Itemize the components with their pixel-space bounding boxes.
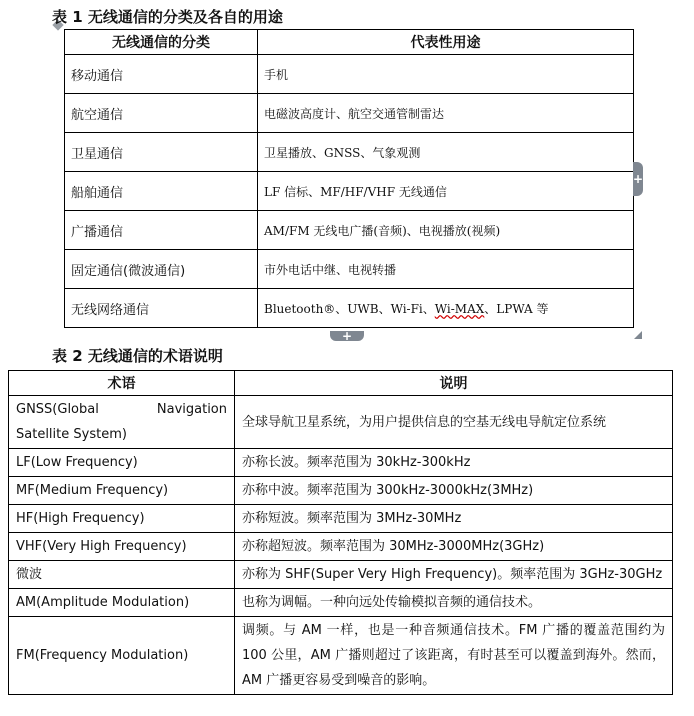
term-cell: HF(High Frequency) <box>9 505 235 533</box>
table-row <box>65 55 634 94</box>
category-cell: 广播通信 <box>65 211 258 250</box>
header-description: 说明 <box>235 371 673 396</box>
description-cell: 亦称短波。频率范围为 3MHz-30MHz <box>235 505 673 533</box>
usage-cell <box>258 289 634 328</box>
category-cell: 船舶通信 <box>65 172 258 211</box>
description-cell: 亦称超短波。频率范围为 30MHz-3000MHz(3GHz) <box>235 533 673 561</box>
description-cell: 亦称为 SHF(Super Very High Frequency)。频率范围为 3GHz-30GHz <box>235 561 673 589</box>
description-cell: 调频。与 AM 一样，也是一种音频通信技术。FM 广播的覆盖范围约为 100 公里，AM 广播则超过了该距离，有时甚至可以覆盖到海外。然而，AM 广播更容易受到噪音的影响。 <box>235 617 673 695</box>
category-cell: 卫星通信 <box>65 133 258 172</box>
table-row <box>9 449 673 477</box>
add-row-handle[interactable]: + <box>330 331 364 341</box>
header-category: 无线通信的分类 <box>65 30 258 55</box>
header-usage: 代表性用途 <box>258 30 634 55</box>
usage-text: 、LPWA 等 <box>484 301 549 316</box>
term-cell: 微波 <box>9 561 235 589</box>
table-row <box>9 617 673 695</box>
table-resize-handle-icon[interactable] <box>634 331 642 339</box>
table-row <box>65 172 634 211</box>
table-header-row <box>65 30 634 55</box>
usage-text: Bluetooth®、UWB、Wi-Fi、 <box>264 301 435 316</box>
category-cell: 固定通信(微波通信) <box>65 250 258 289</box>
table-row <box>9 589 673 617</box>
usage-cell: 手机 <box>258 55 634 94</box>
table2 <box>8 370 673 695</box>
category-cell: 航空通信 <box>65 94 258 133</box>
table-header-row <box>9 371 673 396</box>
table-row <box>9 396 673 449</box>
table2-caption: 表 2 无线通信的术语说明 <box>52 347 223 365</box>
term-cell: GNSS(Global Navigation Satellite System) <box>9 396 235 449</box>
table-row <box>65 133 634 172</box>
category-cell: 无线网络通信 <box>65 289 258 328</box>
header-term: 术语 <box>9 371 235 396</box>
usage-cell: AM/FM 无线电广播(音频)、电视播放(视频) <box>258 211 634 250</box>
term-cell: LF(Low Frequency) <box>9 449 235 477</box>
table-row <box>65 211 634 250</box>
description-cell: 也称为调幅。一种向远处传输模拟音频的通信技术。 <box>235 589 673 617</box>
term-cell: VHF(Very High Frequency) <box>9 533 235 561</box>
description-cell: 亦称中波。频率范围为 300kHz-3000kHz(3MHz) <box>235 477 673 505</box>
table-row <box>65 94 634 133</box>
table-row <box>9 505 673 533</box>
table1-caption: 表 1 无线通信的分类及各自的用途 <box>52 8 283 26</box>
description-cell: 亦称长波。频率范围为 30kHz-300kHz <box>235 449 673 477</box>
add-column-handle[interactable]: + <box>633 162 643 196</box>
table1 <box>64 29 634 328</box>
usage-cell: 市外电话中继、电视转播 <box>258 250 634 289</box>
description-cell: 全球导航卫星系统，为用户提供信息的空基无线电导航定位系统 <box>235 396 673 449</box>
table-row <box>65 289 634 328</box>
table-row <box>9 561 673 589</box>
term-cell: AM(Amplitude Modulation) <box>9 589 235 617</box>
table-row <box>9 477 673 505</box>
category-cell: 移动通信 <box>65 55 258 94</box>
table-row <box>9 533 673 561</box>
table-row <box>65 250 634 289</box>
usage-cell: 电磁波高度计、航空交通管制雷达 <box>258 94 634 133</box>
usage-cell: LF 信标、MF/HF/VHF 无线通信 <box>258 172 634 211</box>
term-cell: MF(Medium Frequency) <box>9 477 235 505</box>
spellcheck-flagged-word[interactable]: Wi-MAX <box>434 301 485 316</box>
usage-cell: 卫星播放、GNSS、气象观测 <box>258 133 634 172</box>
term-cell: FM(Frequency Modulation) <box>9 617 235 695</box>
